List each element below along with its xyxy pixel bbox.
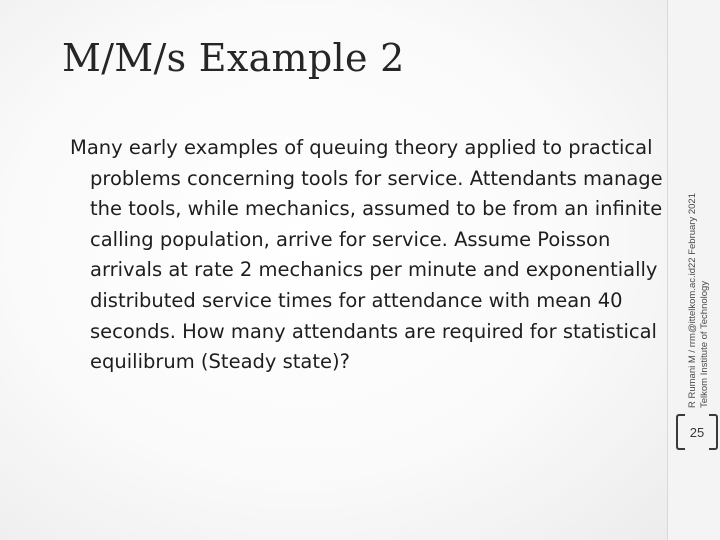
page-number: 25 (689, 424, 705, 440)
slide-date: 22 February 2021 (687, 193, 698, 268)
slide-body-text: Many early examples of queuing theory applied to practical problems concerning tools for service. Attendants manage the tools, while mechanics, assumed to be from an infinite calling population, arrive for service. Assume Poisson arrivals at rate 2 mechanics per minute and exponentially distributed service times for attendance with mean 40 seconds. How many attendants are required for statistical equilibrum (Steady state)? (70, 136, 663, 374)
slide-author: R Rumani M / rrm@ittelkom.ac.id (687, 267, 698, 408)
slide-institution: Telkom Institute of Technology (699, 280, 710, 408)
footer-vertical (671, 140, 719, 408)
slide-title: M/M/s Example 2 (62, 36, 405, 80)
